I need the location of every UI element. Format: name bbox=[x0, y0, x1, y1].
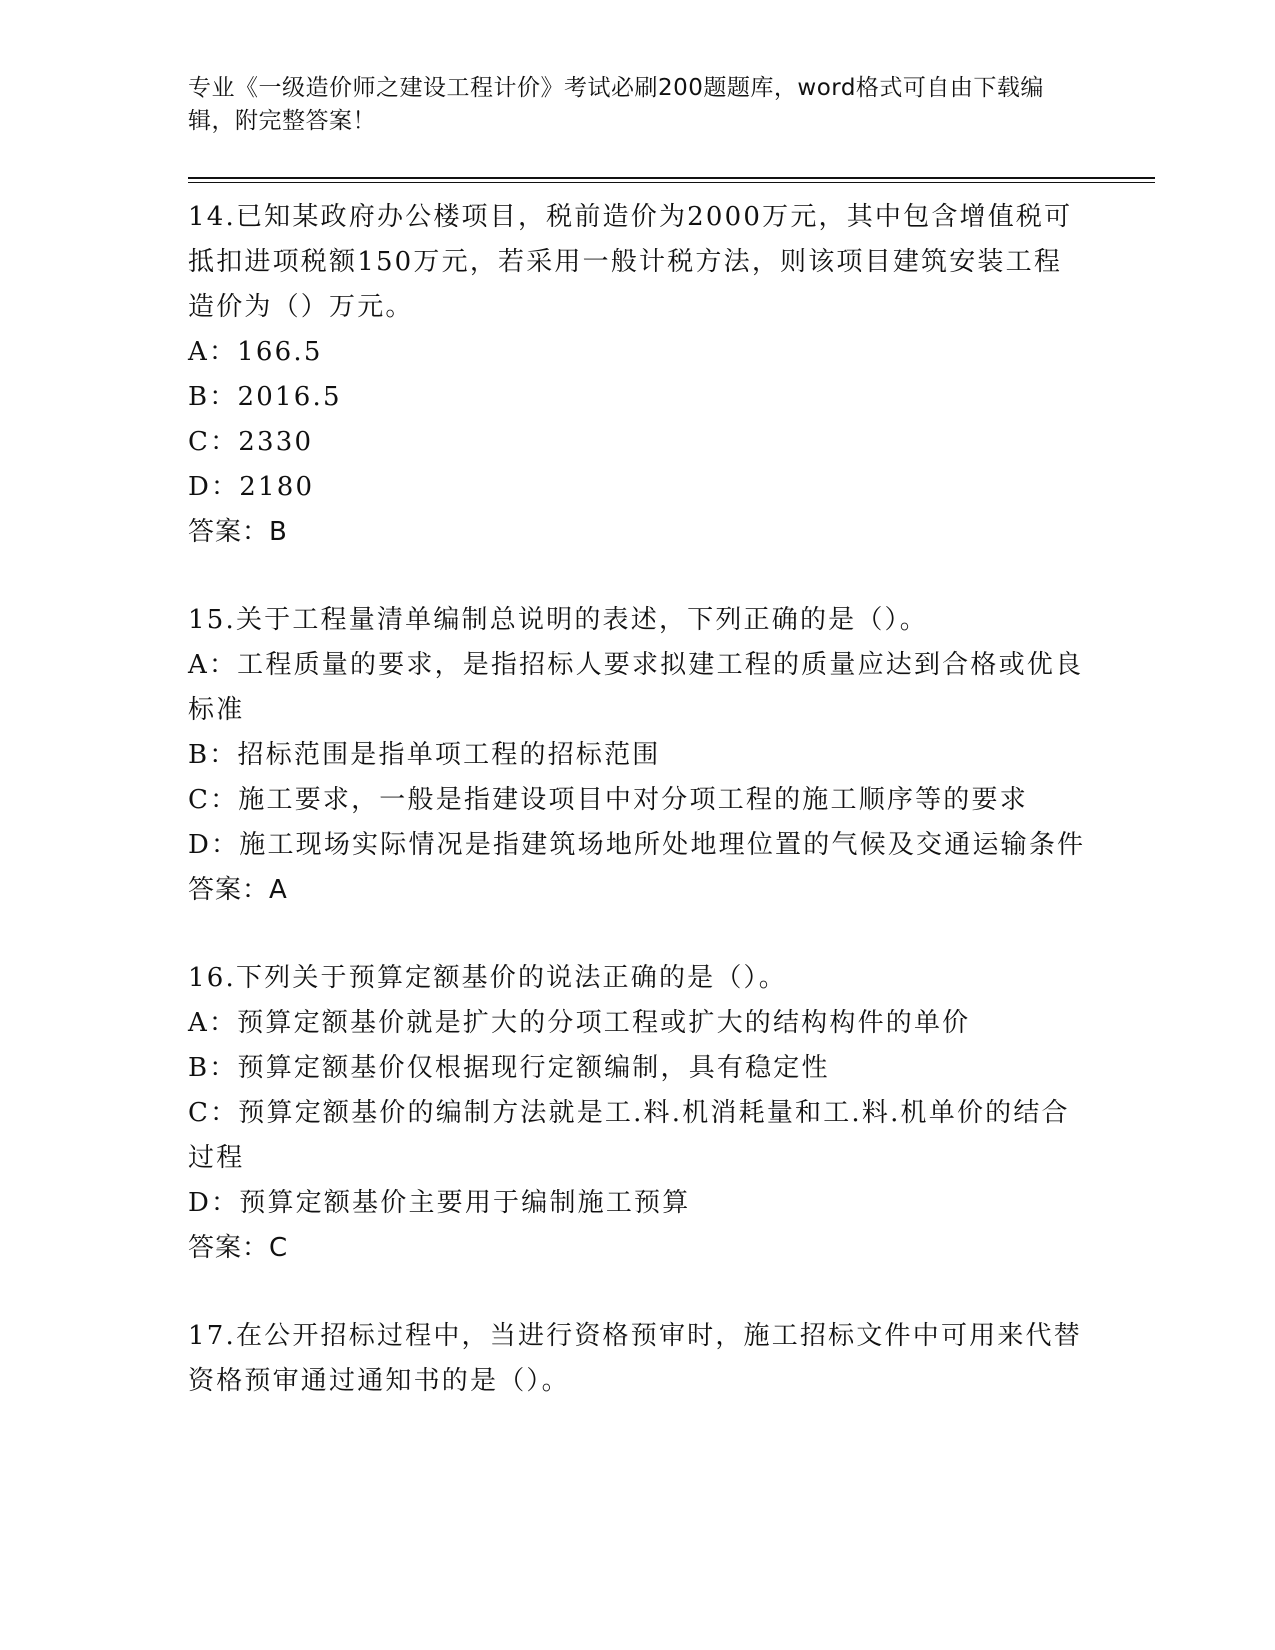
document-header: 专业《一级造价师之建设工程计价》考试必刷200题题库，word格式可自由下载编辑，附完整答案！ bbox=[188, 75, 1044, 134]
question-14 bbox=[188, 195, 1088, 555]
question-stem: 14.已知某政府办公楼项目，税前造价为2000万元，其中包含增值税可抵扣进项税额150万元，若采用一般计税方法，则该项目建筑安装工程造价为（）万元。 bbox=[188, 202, 1073, 322]
answer: 答案：A bbox=[188, 875, 288, 905]
question-spacer bbox=[188, 1271, 1088, 1314]
answer: 答案：C bbox=[188, 1233, 289, 1263]
question-stem: 17.在公开招标过程中，当进行资格预审时，施工招标文件中可用来代替资格预审通过通知书的是（）。 bbox=[188, 1321, 1082, 1396]
option-d: D：2180 bbox=[188, 472, 315, 502]
option-d: D：预算定额基价主要用于编制施工预算 bbox=[188, 1188, 691, 1218]
question-stem: 15.关于工程量清单编制总说明的表述，下列正确的是（）。 bbox=[188, 605, 928, 635]
header-divider bbox=[188, 177, 1155, 183]
answer: 答案：B bbox=[188, 517, 288, 547]
question-16 bbox=[188, 956, 1088, 1271]
question-stem: 16.下列关于预算定额基价的说法正确的是（）。 bbox=[188, 963, 787, 993]
option-b: B：2016.5 bbox=[188, 382, 342, 412]
option-c: C：2330 bbox=[188, 427, 314, 457]
option-d: D：施工现场实际情况是指建筑场地所处地理位置的气候及交通运输条件 bbox=[188, 830, 1086, 860]
question-spacer bbox=[188, 555, 1088, 598]
question-spacer bbox=[188, 913, 1088, 956]
question-15 bbox=[188, 598, 1088, 913]
question-17 bbox=[188, 1314, 1088, 1404]
option-c: C：施工要求，一般是指建设项目中对分项工程的施工顺序等的要求 bbox=[188, 785, 1028, 815]
question-list bbox=[188, 195, 1088, 1404]
option-b: B：预算定额基价仅根据现行定额编制，具有稳定性 bbox=[188, 1053, 830, 1083]
option-b: B：招标范围是指单项工程的招标范围 bbox=[188, 740, 661, 770]
option-a: A：预算定额基价就是扩大的分项工程或扩大的结构构件的单价 bbox=[188, 1008, 971, 1038]
option-a: A：工程质量的要求，是指招标人要求拟建工程的质量应达到合格或优良标准 bbox=[188, 650, 1084, 725]
option-c: C：预算定额基价的编制方法就是工.料.机消耗量和工.料.机单价的结合过程 bbox=[188, 1098, 1070, 1173]
option-a: A：166.5 bbox=[188, 337, 323, 367]
header-divider-inner bbox=[188, 182, 1155, 183]
